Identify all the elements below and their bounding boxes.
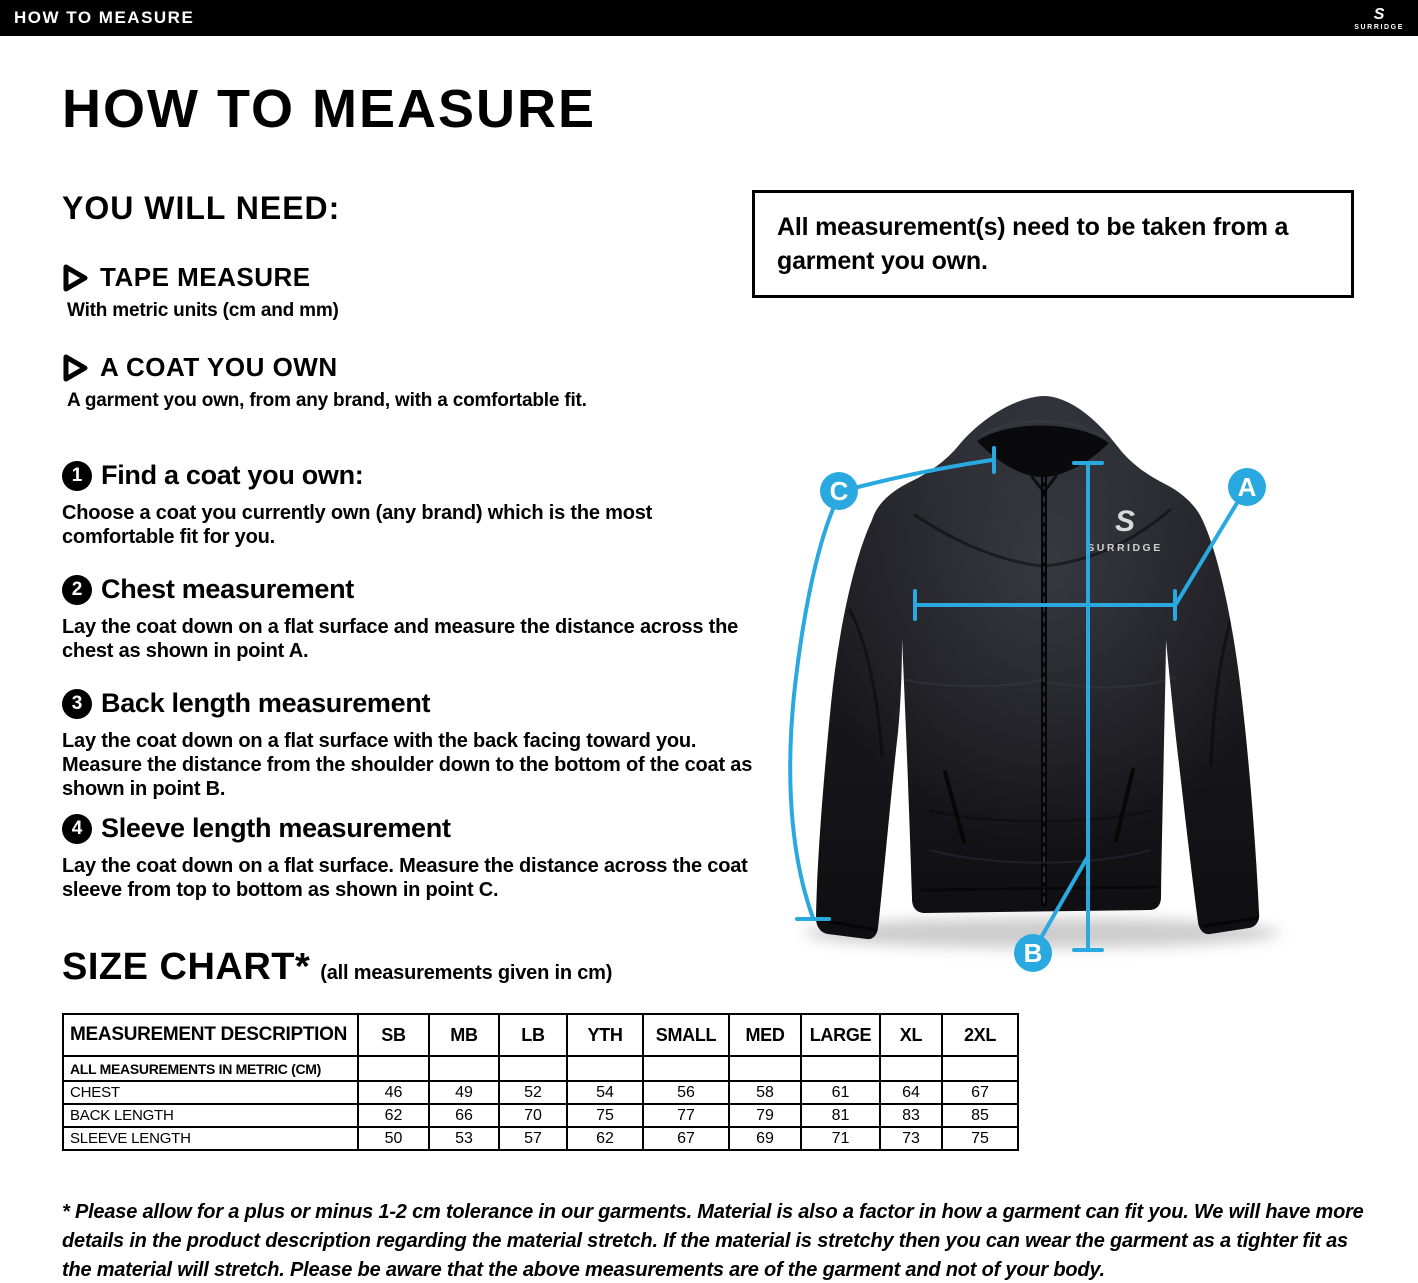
surridge-logo: [1354, 5, 1404, 31]
step-title: Chest measurement: [101, 574, 354, 604]
cell-value: 52: [499, 1081, 567, 1104]
column-header: LB: [499, 1014, 567, 1056]
column-header: 2XL: [942, 1014, 1018, 1056]
cell-value: 64: [880, 1081, 942, 1104]
column-header: LARGE: [801, 1014, 880, 1056]
cell-value: 71: [801, 1127, 880, 1150]
step-number-badge: 3: [62, 689, 92, 719]
step-head: [62, 688, 754, 719]
column-header: XL: [880, 1014, 942, 1056]
step-head: [62, 574, 754, 605]
table-row-chest: [63, 1081, 1018, 1104]
cell-value: 77: [643, 1104, 729, 1127]
step-3: [62, 688, 754, 801]
jacket-chest-s-icon: S: [1114, 505, 1136, 538]
step-number-badge: 4: [62, 814, 92, 844]
cell-value: 50: [358, 1127, 429, 1150]
cell-value: 70: [499, 1104, 567, 1127]
table-header-row: [63, 1014, 1018, 1056]
cell-value: 83: [880, 1104, 942, 1127]
cell-value: 61: [801, 1081, 880, 1104]
cell-value: 57: [499, 1127, 567, 1150]
cell-value: 79: [729, 1104, 801, 1127]
size-chart-heading: [62, 946, 612, 989]
column-header: YTH: [567, 1014, 643, 1056]
cell-value: 58: [729, 1081, 801, 1104]
cell-value: 53: [429, 1127, 499, 1150]
need-item-title: TAPE MEASURE: [100, 262, 311, 292]
step-head: [62, 460, 754, 491]
step-number-badge: 1: [62, 461, 92, 491]
point-b-marker: B: [1014, 934, 1052, 972]
triangle-bullet-icon: [62, 264, 88, 292]
step-head: [62, 813, 754, 844]
point-a-marker: A: [1228, 468, 1266, 506]
cell-value: 73: [880, 1127, 942, 1150]
row-label: CHEST: [63, 1081, 358, 1104]
column-header: MEASUREMENT DESCRIPTION: [63, 1014, 358, 1056]
step-description: Lay the coat down on a flat surface and measure the distance across the chest as shown in point A.: [62, 616, 739, 662]
cell-value: 56: [643, 1081, 729, 1104]
step-description: Lay the coat down on a flat surface with the back facing toward you. Measure the distance from the shoulder down to the bottom of the coat as shown in point B.: [62, 730, 753, 800]
you-will-need-heading: YOU WILL NEED:: [62, 190, 341, 226]
need-item-coat: [62, 352, 752, 412]
need-item-head: [62, 262, 752, 293]
need-item-description: With metric units (cm and mm): [67, 300, 339, 321]
triangle-bullet-icon: [62, 354, 88, 382]
cell-value: 67: [942, 1081, 1018, 1104]
step-4: [62, 813, 754, 902]
tolerance-disclaimer: * Please allow for a plus or minus 1-2 cm tolerance in our garments. Material is also a factor in how a garment can fit you. We will have more details in the product description regarding the material stretch. If the material is stretchy then you can wear the garment as a tighter fit as the material will stretch. Please be aware that the above measurements are of the garment and not of your body.: [62, 1201, 1364, 1281]
page-title: HOW TO MEASURE: [62, 79, 597, 139]
column-header: SB: [358, 1014, 429, 1056]
cell-value: 75: [567, 1104, 643, 1127]
measurement-callout: All measurement(s) need to be taken from a garment you own.: [752, 190, 1354, 298]
cell-value: 85: [942, 1104, 1018, 1127]
jacket-chest-wordmark: SURRIDGE: [1087, 542, 1163, 554]
step-title: Find a coat you own:: [101, 460, 364, 490]
surridge-s-icon: S: [1373, 6, 1385, 23]
step-1: [62, 460, 754, 549]
size-chart-title: SIZE CHART*: [62, 946, 311, 988]
cell-value: 67: [643, 1127, 729, 1150]
need-item-title: A COAT YOU OWN: [100, 352, 338, 382]
need-item-head: [62, 352, 752, 383]
table-row-back-length: [63, 1104, 1018, 1127]
point-c-marker: C: [820, 472, 858, 510]
step-description: Choose a coat you currently own (any brand) which is the most comfortable fit for you.: [62, 502, 653, 548]
column-header: MED: [729, 1014, 801, 1056]
table-row-sleeve-length: [63, 1127, 1018, 1150]
column-header: MB: [429, 1014, 499, 1056]
step-2: [62, 574, 754, 663]
note-cell: ALL MEASUREMENTS IN METRIC (CM): [63, 1056, 358, 1081]
cell-value: 66: [429, 1104, 499, 1127]
step-title: Back length measurement: [101, 688, 431, 718]
top-bar-title: HOW TO MEASURE: [14, 8, 195, 27]
need-item-description: A garment you own, from any brand, with a comfortable fit.: [67, 390, 587, 411]
cell-value: 81: [801, 1104, 880, 1127]
cell-value: 69: [729, 1127, 801, 1150]
cell-value: 46: [358, 1081, 429, 1104]
step-title: Sleeve length measurement: [101, 813, 451, 843]
cell-value: 49: [429, 1081, 499, 1104]
row-label: SLEEVE LENGTH: [63, 1127, 358, 1150]
row-label: BACK LENGTH: [63, 1104, 358, 1127]
surridge-wordmark: SURRIDGE: [1354, 24, 1404, 31]
cell-value: 75: [942, 1127, 1018, 1150]
step-description: Lay the coat down on a flat surface. Measure the distance across the coat sleeve from top to bottom as shown in point C.: [62, 855, 748, 901]
cell-value: 62: [567, 1127, 643, 1150]
step-number-badge: 2: [62, 575, 92, 605]
cell-value: 62: [358, 1104, 429, 1127]
jacket-illustration: [780, 380, 1400, 1000]
size-chart-table: [62, 1013, 1019, 1151]
cell-value: 54: [567, 1081, 643, 1104]
jacket-measurement-diagram: [780, 380, 1400, 1000]
need-item-tape-measure: [62, 262, 752, 322]
top-bar: [0, 0, 1418, 36]
size-chart-subtitle: (all measurements given in cm): [320, 962, 613, 984]
column-header: SMALL: [643, 1014, 729, 1056]
table-note-row: [63, 1056, 1018, 1081]
